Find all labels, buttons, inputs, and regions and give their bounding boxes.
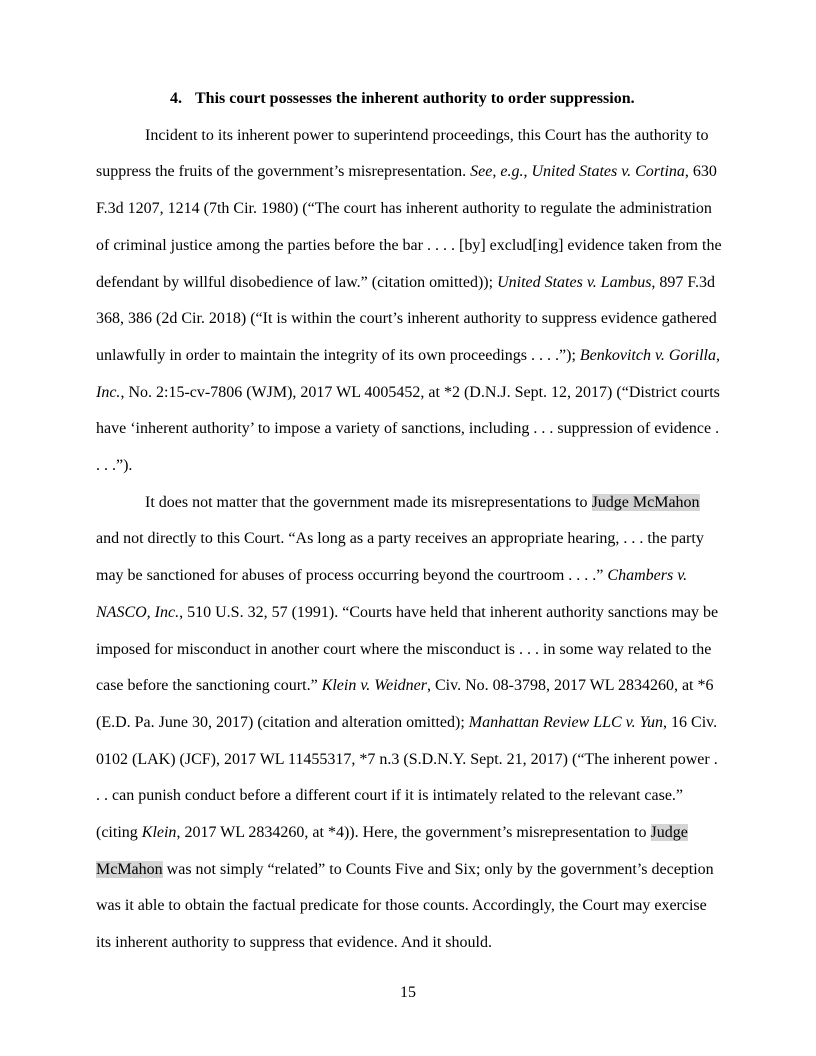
body-text: , 897 F.3d 368, 386 (2d Cir. 2018) (“It is within the court’s inherent authority to suppress evidence gathered unlawfully in order to maintain the integrity of its own proceedings . . . .”); [96, 273, 717, 364]
highlighted-text: Judge McMahon [96, 824, 688, 878]
section-heading-number: 4. [170, 90, 182, 107]
case-citation-italic: Benkovitch v. Gorilla, Inc. [96, 346, 720, 401]
page-number: 15 [400, 984, 416, 1001]
body-text: It does not matter that the government made its misrepresentations to [145, 493, 592, 511]
case-citation-italic: Klein v. Weidner [321, 677, 427, 695]
body-text: , [523, 163, 532, 181]
body-text: , 2017 WL 2834260, at *4)). Here, the government’s misrepresentation to [176, 824, 651, 842]
case-citation-italic: United States v. Cortina [531, 163, 685, 181]
body-text: , No. 2:15-cv-7806 (WJM), 2017 WL 4005452, at *2 (D.N.J. Sept. 12, 2017) (“District courts have ‘inherent authority’ to impose a variety of sanctions, including . . . suppression of evidence . . . .”). [96, 383, 720, 475]
section-heading [170, 81, 722, 118]
case-citation-italic: Manhattan Review LLC v. Yun [468, 713, 664, 731]
paragraph-2 [96, 485, 722, 962]
body-text: , 630 F.3d 1207, 1214 (7th Cir. 1980) (“The court has inherent authority to regulate the administration of criminal justice among the parties before the bar . . . . [by] exclud[ing] evidence taken from the defendant by willful disobedience of law.” (citation omitted)); [96, 163, 722, 291]
section-heading-text: This court possesses the inherent authority to order suppression. [195, 90, 635, 107]
body-text: , Civ. No. 08-3798, 2017 WL 2834260, at *6 (E.D. Pa. June 30, 2017) (citation and alteration omitted); [96, 677, 714, 731]
case-citation-italic: United States v. Lambus [497, 273, 652, 291]
document-body [96, 81, 722, 962]
case-citation-italic: Klein [141, 824, 177, 842]
body-text: Incident to its inherent power to superintend proceedings, this Court has the authority to suppress the fruits of the government’s misrepresentation. [96, 126, 709, 181]
paragraph-1 [96, 118, 722, 485]
highlighted-text: Judge McMahon [591, 493, 700, 511]
body-text: , 510 U.S. 32, 57 (1991). “Courts have held that inherent authority sanctions may be imposed for misconduct in another court where the misconduct is . . . in some way related to the case before the sanctioning court.” [96, 603, 719, 695]
case-citation-italic: See, e.g. [470, 163, 524, 181]
body-text: , 16 Civ. 0102 (LAK) (JCF), 2017 WL 11455317, *7 n.3 (S.D.N.Y. Sept. 21, 2017) (“The inherent power . . . can punish conduct before a different court if it is intimately related to the relevant case.” (citing [96, 713, 718, 842]
body-text: was not simply “related” to Counts Five and Six; only by the government’s deception was it able to obtain the factual predicate for those counts. Accordingly, the Court may exercise its inherent authority to suppress that evidence. And it should. [96, 860, 714, 952]
body-text: and not directly to this Court. “As long as a party receives an appropriate hearing, . . . the party may be sanctioned for abuses of process occurring beyond the courtroom . . . .” [96, 530, 704, 585]
case-citation-italic: Chambers v. NASCO, Inc. [96, 567, 688, 621]
